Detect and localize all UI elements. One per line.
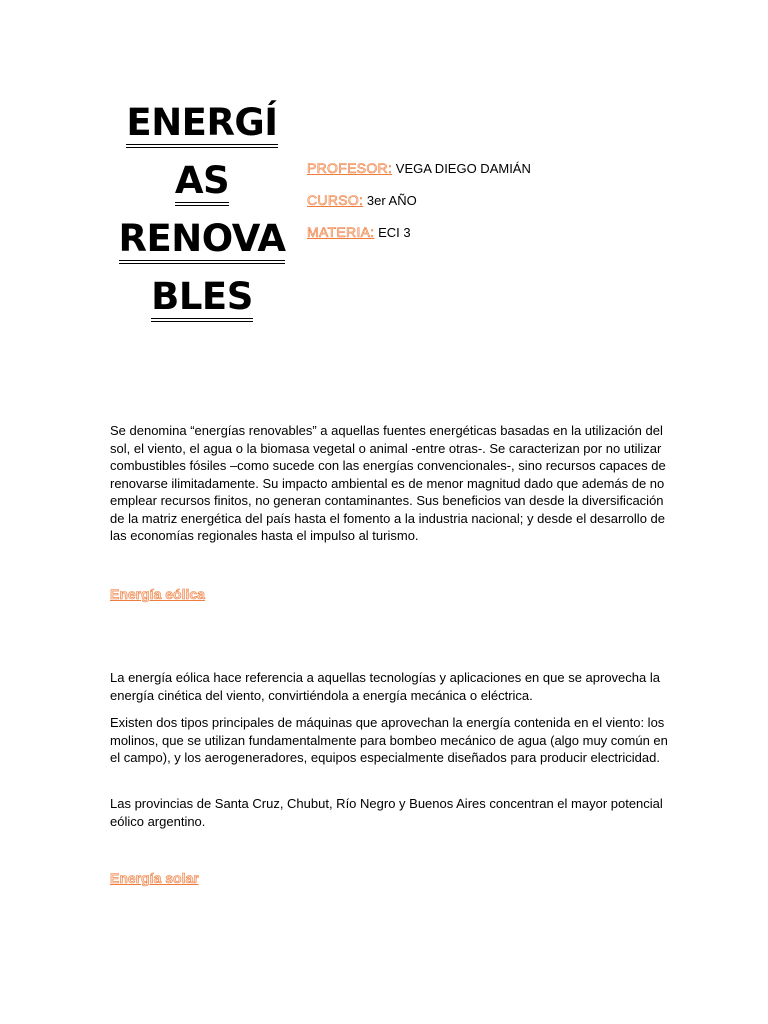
document-title — [112, 94, 292, 326]
title-line: RENOVA — [112, 210, 292, 268]
eolica-paragraph: La energía eólica hace referencia a aquellas tecnologías y aplicaciones en que se aprovecha la energía cinética del viento, convirtiéndola a energía mecánica o eléctrica. — [110, 670, 660, 703]
title-line: AS — [112, 152, 292, 210]
materia-value: ECI 3 — [378, 225, 411, 240]
info-row-curso — [307, 192, 531, 224]
section-heading-solar: Energía solar — [110, 870, 199, 886]
section-heading-eolica: Energía eólica — [110, 586, 205, 602]
profesor-label: PROFESOR: — [307, 160, 393, 176]
eolica-paragraph: Existen dos tipos principales de máquinas que aprovechan la energía contenida en el viento: los molinos, que se utilizan fundamentalmente para bombeo mecánico de agua (algo muy común en el campo), y los aerogeneradores, equipos especialmente diseñados para producir electricidad. — [110, 715, 668, 765]
curso-value: 3er AÑO — [366, 193, 417, 208]
curso-label: CURSO: — [307, 192, 364, 208]
materia-label: MATERIA: — [307, 224, 375, 240]
eolica-paragraph: Las provincias de Santa Cruz, Chubut, Río Negro y Buenos Aires concentran el mayor potencial eólico argentino. — [110, 796, 663, 829]
info-row-materia — [307, 224, 531, 256]
title-line: ENERGÍ — [112, 94, 292, 152]
profesor-value: VEGA DIEGO DAMIÁN — [395, 161, 531, 176]
title-line: BLES — [112, 268, 292, 326]
info-row-profesor — [307, 160, 531, 192]
intro-paragraph: Se denomina “energías renovables” a aquellas fuentes energéticas basadas en la utilización del sol, el viento, el agua o la biomasa vegetal o animal -entre otras-. Se caracterizan por no utilizar combustibles fósiles –como sucede con las energías convencionales-, sino recursos capaces de renovarse ilimitadamente. Su impacto ambiental es de menor magnitud dado que además de no emplear recursos finitos, no generan contaminantes. Sus beneficios van desde la diversificación de la matriz energética del país hasta el fomento a la industria nacional; y desde el desarrollo de las economías regionales hasta el impulso al turismo. — [110, 423, 666, 543]
info-block — [307, 160, 531, 256]
